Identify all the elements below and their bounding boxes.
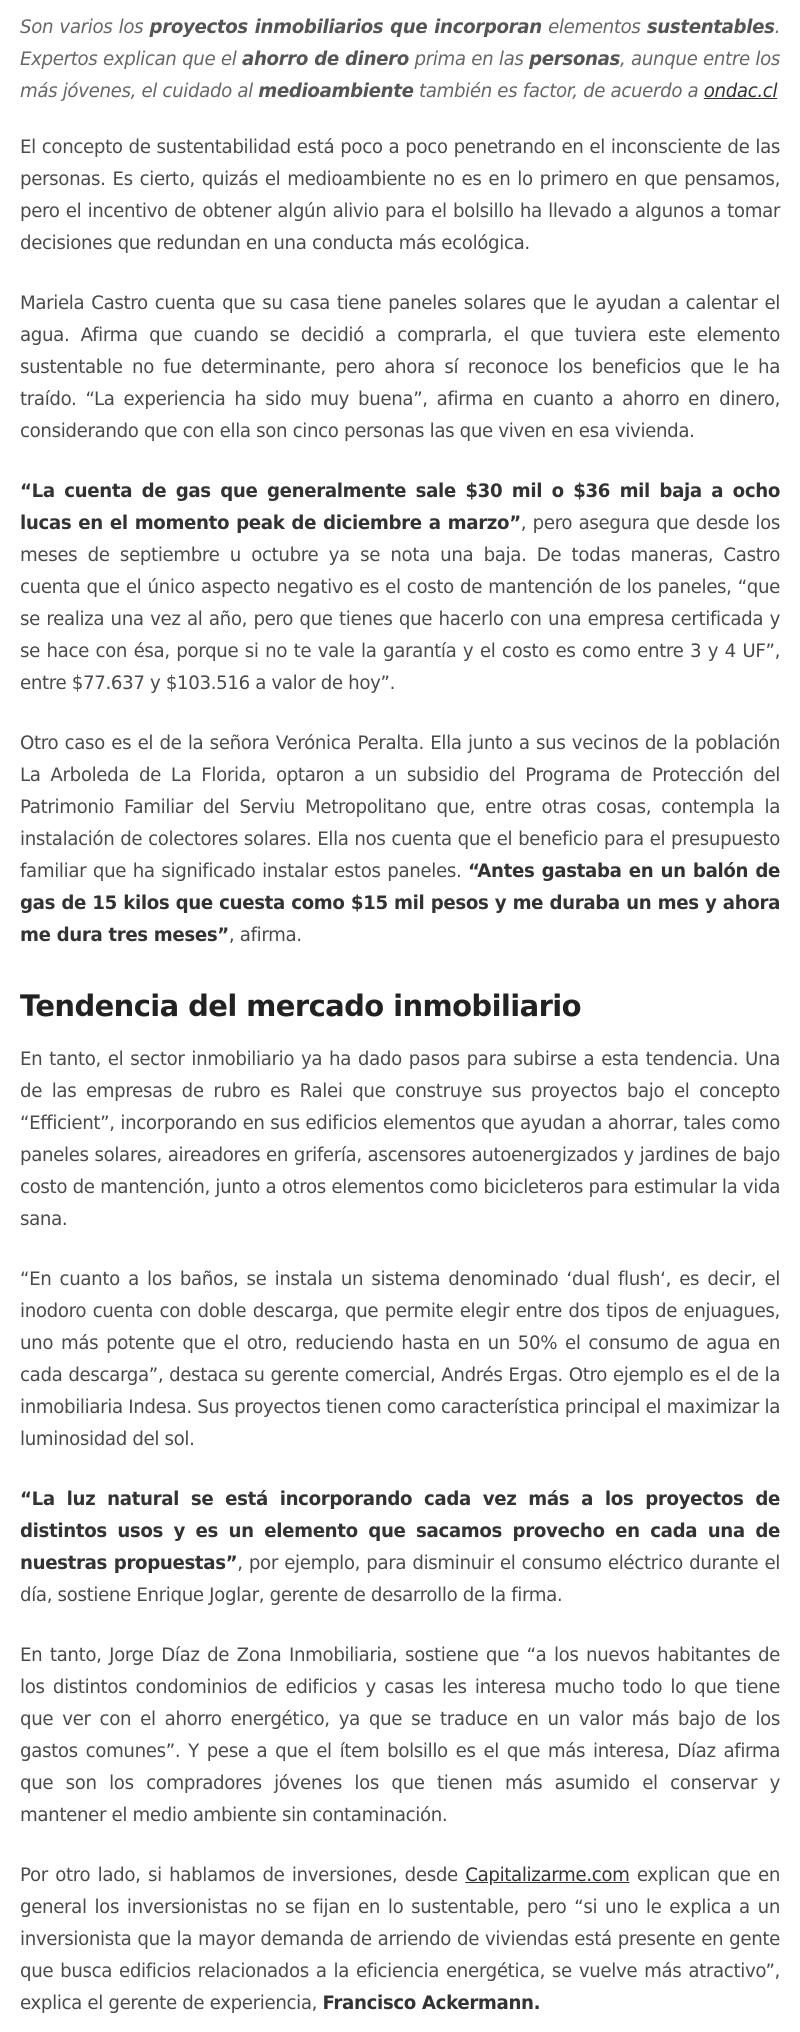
paragraph-4 <box>20 728 780 952</box>
paragraph-text: , pero asegura que desde los meses de septiembre u octubre ya se nota una baja. De todas maneras, Castro cuenta que el único aspecto negativo es el costo de mantención de los paneles, “que se realiza una vez al año, pero que tienes que hacerlo con una empresa certificada y se hace con ésa, porque si no te vale la garantía y el costo es como entre 3 y 4 UF”, entre $77.637 y $103.516 a valor de hoy”. <box>20 513 780 694</box>
quote-bold: “La cuenta de gas que generalmente sale $30 mil o $36 mil baja a ocho lucas en el momento peak de diciembre a marzo” <box>20 481 780 534</box>
paragraph-text: explican que en general los inversionistas no se fijan en lo sustentable, pero “si uno le explica a un inversionista que la mayor demanda de arriendo de viviendas está presente en gente que busca edificios relacionados a la eficiencia energética, se vuelve más atractivo”, explica el gerente de experiencia, <box>20 1865 780 2014</box>
paragraph-9 <box>20 1860 780 2020</box>
intro-paragraph <box>20 12 780 108</box>
paragraph-7 <box>20 1484 780 1612</box>
paragraph-8: En tanto, Jorge Díaz de Zona Inmobiliaria, sostiene que “a los nuevos habitantes de los distintos condominios de edificios y casas les interesa mucho todo lo que tiene que ver con el ahorro energético, ya que se traduce en un valor más bajo de los gastos comunes”. Y pese a que el ítem bolsillo es el que más interesa, Díaz afirma que son los compradores jóvenes los que tienen más asumido el conservar y mantener el medio ambiente sin contaminación. <box>20 1645 780 1826</box>
intro-text: , aunque entre los más jóvenes, el cuidado al <box>20 49 780 102</box>
intro-bold-text: medioambiente <box>258 81 414 102</box>
paragraph-5: En tanto, el sector inmobiliario ya ha dado pasos para subirse a esta tendencia. Una de las empresas de rubro es Ralei que construye sus proyectos bajo el concepto “Efficient”, incorporando en sus edificios elementos que ayudan a ahorrar, tales como paneles solares, aireadores en grifería, ascensores autoenergizados y jardines de bajo costo de mantención, junto a otros elementos como bicicleteros para estimular la vida sana. <box>20 1049 780 1230</box>
quote-bold: “Antes gastaba en un balón de gas de 15 kilos que cuesta como $15 mil pesos y me duraba un mes y ahora me dura tres meses” <box>20 861 780 946</box>
paragraph-text: , por ejemplo, para disminuir el consumo eléctrico durante el día, sostiene Enrique Joglar, gerente de desarrollo de la firma. <box>20 1553 780 1606</box>
intro-text: elementos <box>541 17 647 38</box>
intro-text: prima en las <box>408 49 530 70</box>
intro-text: también es factor, de acuerdo a <box>413 81 704 102</box>
paragraph-text: Por otro lado, si hablamos de inversiones, desde <box>20 1865 466 1886</box>
paragraph-text: Otro caso es el de la señora Verónica Peralta. Ella junto a sus vecinos de la población La Arboleda de La Florida, optaron a un subsidio del Programa de Protección del Patrimonio Familiar del Serviu Metropolitano que, entre otras cosas, contempla la instalación de colectores solares. Ella nos cuenta que el beneficio para el presupuesto familiar que ha significado instalar estos paneles. <box>20 733 780 882</box>
intro-text: Son varios los <box>20 17 150 38</box>
ondac-link[interactable]: ondac.cl <box>703 81 778 102</box>
intro-bold-text: personas <box>529 49 621 70</box>
section-heading: Tendencia del mercado inmobiliario <box>20 989 581 1023</box>
quote-bold: “La luz natural se está incorporando cada vez más a los proyectos de distintos usos y es un elemento que sacamos provecho en cada una de nuestras propuestas” <box>20 1489 780 1574</box>
intro-bold-text: sustentables <box>646 17 775 38</box>
intro-bold-text: ahorro de dinero <box>242 49 409 70</box>
paragraph-2: Mariela Castro cuenta que su casa tiene paneles solares que le ayudan a calentar el agua. Afirma que cuando se decidió a comprarla, el que tuviera este elemento sustentable no fue determinante, pero ahora sí reconoce los beneficios que le ha traído. “La experiencia ha sido muy buena”, afirma en cuanto a ahorro en dinero, considerando que con ella son cinco personas las que viven en esa vivienda. <box>20 293 780 442</box>
intro-bold-text: proyectos inmobiliarios que incorporan <box>149 17 542 38</box>
person-name-bold: Francisco Ackermann. <box>322 1993 541 2014</box>
paragraph-text: , afirma. <box>228 925 302 946</box>
paragraph-3 <box>20 476 780 700</box>
paragraph-6: “En cuanto a los baños, se instala un sistema denominado ‘dual flush‘, es decir, el inodoro cuenta con doble descarga, que permite elegir entre dos tipos de enjuagues, uno más potente que el otro, reduciendo hasta en un 50% el consumo de agua en cada descarga”, destaca su gerente comercial, Andrés Ergas. Otro ejemplo es el de la inmobiliaria Indesa. Sus proyectos tienen como característica principal el maximizar la luminosidad del sol. <box>20 1269 780 1450</box>
intro-text: . Expertos explican que el <box>20 17 781 70</box>
paragraph-1: El concepto de sustentabilidad está poco a poco penetrando en el inconsciente de las personas. Es cierto, quizás el medioambiente no es en lo primero en que pensamos, pero el incentivo de obtener algún alivio para el bolsillo ha llevado a algunos a tomar decisiones que redundan en una conducta más ecológica. <box>20 137 780 254</box>
capitalizarme-link[interactable]: Capitalizarme.com <box>465 1865 630 1886</box>
